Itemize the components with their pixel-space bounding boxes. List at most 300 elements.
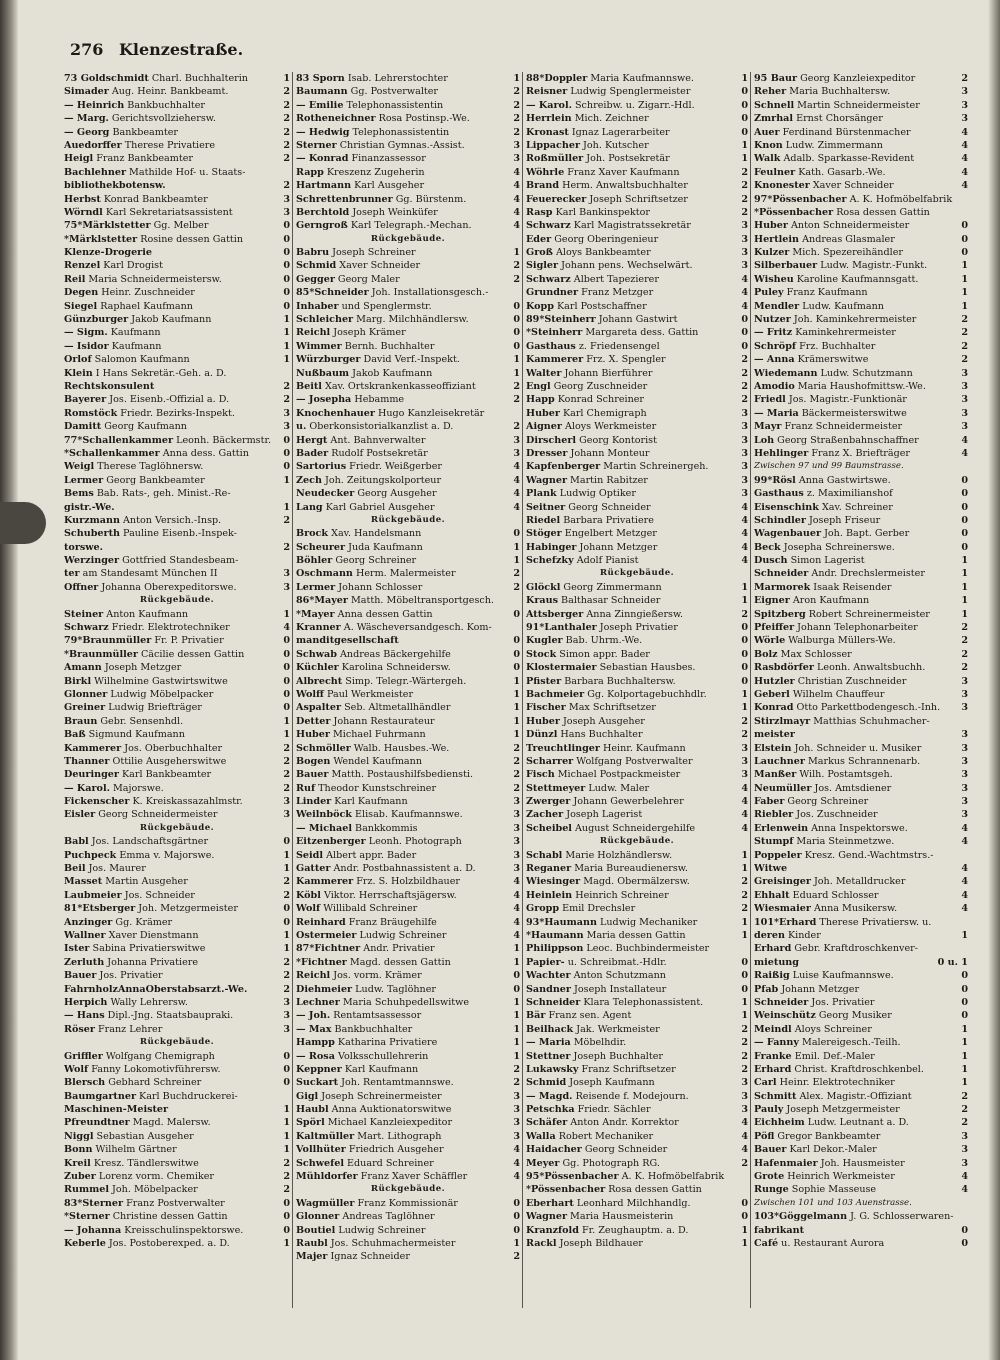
directory-entry (64, 1183, 290, 1196)
entry-text: Keberle Jos. Postoberexped. a. D. (64, 1237, 230, 1249)
directory-entry (296, 1170, 520, 1183)
directory-entry (526, 112, 748, 125)
directory-entry (64, 567, 290, 580)
floor-number: 2 (283, 99, 290, 111)
directory-entry (526, 85, 748, 98)
floor-number: 2 (961, 340, 968, 352)
entry-text: Rückgebäude. (599, 836, 675, 847)
floor-number: 0 (283, 260, 290, 272)
entry-text: Neumüller Jos. Amtsdiener (754, 782, 892, 794)
directory-entry (64, 166, 290, 179)
entry-text: 95 Baur Georg Kanzleiexpeditor (754, 73, 916, 84)
floor-number: 4 (741, 1144, 748, 1156)
directory-entry (754, 956, 968, 969)
entry-text: Wöhrle Franz Xaver Kaufmann (526, 166, 680, 178)
entry-text: Würzburger David Verf.-Inspekt. (296, 354, 460, 366)
directory-entry (64, 929, 290, 942)
entry-text: Ruf Theodor Kunstschreiner (296, 782, 437, 794)
directory-entry (64, 768, 290, 781)
directory-entry (64, 956, 290, 969)
floor-number: 0 (741, 983, 748, 995)
entry-text: 89*Steinherr Johann Gastwirt (526, 314, 678, 326)
entry-text: torswe. (64, 541, 103, 553)
entry-text: Bader Rudolf Postsekretär (296, 447, 428, 459)
column-3 (526, 72, 748, 1332)
directory-entry (64, 126, 290, 139)
floor-number: 2 (741, 715, 748, 727)
entry-text: Kranner A. Wäscheversandgesch. Kom- (296, 622, 492, 634)
entry-text: Mayr Franz Schneidermeister (754, 421, 903, 433)
floor-number: 0 (283, 675, 290, 687)
entry-text: FahrnholzAnnaOberstabsarzt.-We. (64, 983, 248, 995)
directory-entry (296, 808, 520, 821)
floor-number: 1 (741, 1224, 748, 1236)
entry-text: Beck Josepha Schreinerswe. (754, 541, 895, 553)
directory-entry (64, 849, 290, 862)
entry-text: *Sterner Christine dessen Gattin (64, 1211, 228, 1223)
entry-text: Schwarz Friedr. Elektrotechniker (64, 622, 230, 634)
floor-number: 3 (513, 1130, 520, 1142)
directory-entry (64, 152, 290, 165)
entry-text: Brock Xav. Handelsmann (296, 528, 422, 540)
entry-text: Hutzler Christian Zuschneider (754, 675, 907, 687)
entry-text: Rückgebäude. (139, 1037, 215, 1048)
directory-entry (526, 1090, 748, 1103)
floor-number: 2 (741, 354, 748, 366)
entry-text: ter am Standesamt München II (64, 568, 218, 580)
entry-text: Scheibel August Schneidergehilfe (526, 822, 696, 834)
directory-entry (754, 581, 968, 594)
entry-text: Fisch Michael Postpackmeister (526, 769, 681, 781)
floor-number: 2 (513, 260, 520, 272)
floor-number: 1 (961, 581, 968, 593)
entry-text: Pfeiffer Johann Telephonarbeiter (754, 622, 918, 634)
directory-entry (296, 1143, 520, 1156)
directory-entry (296, 259, 520, 272)
directory-entry (296, 527, 520, 540)
entry-text: Meyer Gg. Photograph RG. (526, 1157, 660, 1169)
entry-text: Degen Heinr. Zuschneider (64, 287, 195, 299)
directory-entry (296, 1224, 520, 1237)
directory-entry (754, 835, 968, 848)
directory-entry (296, 273, 520, 286)
entry-text: Reganer Maria Bureaudienersw. (526, 863, 688, 875)
entry-text: Nußbaum Jakob Kaufmann (296, 367, 433, 379)
directory-entry (64, 474, 290, 487)
directory-entry (526, 514, 748, 527)
directory-entry (64, 688, 290, 701)
floor-number: 3 (513, 434, 520, 446)
entry-text: Manßer Wilh. Postamtsgeh. (754, 769, 893, 781)
entry-text: Bauer Matth. Postaushilfsbediensti. (296, 769, 474, 781)
column-divider (750, 72, 751, 1308)
entry-text: Simader Aug. Heinr. Bankbeamt. (64, 86, 229, 98)
directory-entry (754, 969, 968, 982)
directory-entry (64, 675, 290, 688)
entry-text: Wörndl Karl Sekretariatsassistent (64, 206, 233, 218)
floor-number: 4 (961, 863, 968, 875)
entry-text: Auer Ferdinand Bürstenmacher (754, 126, 911, 138)
floor-number: 2 (741, 380, 748, 392)
directory-entry (296, 969, 520, 982)
entry-text: Eberhart Leonhard Milchhandlg. (526, 1197, 691, 1209)
floor-number: 1 (513, 956, 520, 968)
floor-number: 4 (961, 836, 968, 848)
directory-entry (296, 1023, 520, 1036)
floor-number: 3 (961, 742, 968, 754)
floor-number: 4 (741, 273, 748, 285)
directory-entry (296, 1130, 520, 1143)
entry-text: Reichl Joseph Krämer (296, 327, 406, 339)
floor-number: 3 (513, 796, 520, 808)
floor-number: 2 (513, 86, 520, 98)
directory-entry (754, 808, 968, 821)
directory-entry (296, 434, 520, 447)
floor-number: 0 (513, 528, 520, 540)
directory-entry (754, 688, 968, 701)
floor-number: 1 (741, 930, 748, 941)
floor-number: 0 (741, 662, 748, 674)
directory-entry (754, 85, 968, 98)
directory-entry (526, 99, 748, 112)
entry-text: Reichl Jos. vorm. Krämer (296, 970, 422, 982)
directory-entry (296, 1063, 520, 1076)
floor-number: 4 (741, 555, 748, 567)
entry-text: Maschinen-Meister (64, 1104, 169, 1116)
entry-text: 73 Goldschmidt Charl. Buchhalterin (64, 73, 248, 84)
directory-entry (296, 621, 520, 634)
directory-entry (296, 487, 520, 500)
floor-number: 4 (741, 809, 748, 821)
entry-text: Linder Karl Kaufmann (296, 796, 408, 808)
entry-text: Spörl Michael Kanzleiexpeditor (296, 1117, 453, 1129)
floor-number: 0 (961, 220, 968, 232)
entry-text: Erhard Gebr. Kraftdroschkenver- (754, 943, 918, 955)
directory-entry (526, 420, 748, 433)
cross-street-note (754, 460, 968, 473)
entry-text: Böhler Georg Schreiner (296, 555, 417, 567)
entry-text: — Karol. Schreibw. u. Zigarr.-Hdl. (526, 99, 695, 111)
directory-entry (64, 85, 290, 98)
floor-number: 3 (283, 407, 290, 419)
entry-text: Kaltmüller Mart. Lithograph (296, 1130, 442, 1142)
entry-text: Stöger Engelbert Metzger (526, 528, 657, 540)
entry-text: 83 Sporn Isab. Lehrerstochter (296, 73, 448, 84)
floor-number: 0 (283, 1197, 290, 1209)
directory-entry (754, 1036, 968, 1049)
floor-number: 0 (513, 1197, 520, 1209)
floor-number: 1 (283, 327, 290, 339)
entry-text: Dresser Johann Monteur (526, 447, 650, 459)
floor-number: 3 (741, 447, 748, 459)
directory-entry (526, 728, 748, 741)
book-spine (0, 0, 18, 1360)
floor-number: 3 (741, 1090, 748, 1102)
entry-text: *Braunmüller Cäcilie dessen Gattin (64, 648, 245, 660)
floor-number: 0 (961, 488, 968, 500)
floor-number: 3 (513, 822, 520, 834)
entry-text: Greisinger Joh. Metalldrucker (754, 876, 906, 888)
directory-entry (526, 340, 748, 353)
directory-entry (754, 407, 968, 420)
entry-text: Gasthaus z. Friedensengel (526, 340, 660, 352)
directory-entry (754, 1063, 968, 1076)
entry-text: Ostermeier Ludwig Schreiner (296, 930, 447, 941)
floor-number: 3 (741, 769, 748, 781)
directory-entry (754, 942, 968, 955)
floor-number: 2 (741, 1063, 748, 1075)
directory-entry (64, 460, 290, 473)
directory-entry (296, 929, 520, 942)
directory-entry (754, 608, 968, 621)
floor-number: 2 (283, 380, 290, 392)
entry-text: — Marg. Gerichtsvollziehersw. (64, 113, 216, 125)
directory-entry (64, 661, 290, 674)
directory-entry (296, 286, 520, 299)
floor-number: 1 (283, 501, 290, 513)
directory-entry (64, 1170, 290, 1183)
entry-text: Wimmer Bernh. Buchhalter (296, 340, 435, 352)
floor-number: 2 (741, 206, 748, 218)
floor-number: 0 (961, 474, 968, 486)
floor-number: 1 (961, 260, 968, 272)
entry-text: 83*Sterner Franz Postverwalter (64, 1197, 225, 1209)
floor-number: 1 (961, 930, 968, 941)
entry-text: Küchler Karolina Schneidersw. (296, 662, 451, 674)
entry-text: Schmitt Alex. Magistr.-Offiziant (754, 1090, 912, 1102)
directory-entry (64, 634, 290, 647)
entry-text: Röser Franz Lehrer (64, 1023, 163, 1035)
directory-entry (526, 313, 748, 326)
floor-number: 0 (741, 340, 748, 352)
entry-text: Braun Gebr. Sensenhdl. (64, 715, 184, 727)
directory-entry (754, 1103, 968, 1116)
directory-entry (754, 1143, 968, 1156)
floor-number: 0 (741, 635, 748, 647)
entry-text: Klein I Hans Sekretär.-Geh. a. D. (64, 367, 227, 379)
directory-entry (296, 634, 520, 647)
entry-text: Carl Heinr. Elektrotechniker (754, 1077, 895, 1089)
floor-number: 1 (961, 287, 968, 299)
entry-text: Stettmeyer Ludw. Maler (526, 782, 650, 794)
entry-text: Schnell Martin Schneidermeister (754, 99, 920, 111)
floor-number: 3 (961, 407, 968, 419)
entry-text: Bachlehner Mathilde Hof- u. Staats- (64, 166, 246, 178)
entry-text: Rotheneichner Rosa Postinsp.-We. (296, 113, 470, 125)
directory-entry (526, 929, 748, 942)
floor-number: 3 (283, 581, 290, 593)
directory-entry (64, 434, 290, 447)
directory-entry (754, 300, 968, 313)
floor-number: 1 (283, 1237, 290, 1249)
directory-entry (296, 581, 520, 594)
directory-entry (64, 1130, 290, 1143)
directory-entry (296, 1009, 520, 1022)
floor-number: 2 (741, 166, 748, 178)
entry-text: Aigner Aloys Werkmeister (526, 421, 657, 433)
floor-number: 0 (283, 635, 290, 647)
directory-entry (296, 942, 520, 955)
directory-entry (526, 407, 748, 420)
floor-number: 1 (513, 354, 520, 366)
directory-entry (754, 447, 968, 460)
entry-text: Fickenscher K. Kreiskassazahlmstr. (64, 796, 243, 808)
directory-entry (296, 889, 520, 902)
entry-text: Scharrer Wolfgang Postverwalter (526, 755, 693, 767)
directory-entry (64, 581, 290, 594)
directory-entry (296, 353, 520, 366)
floor-number: 0 (283, 1063, 290, 1075)
entry-text: Lermer Johann Schlosser (296, 581, 423, 593)
directory-entry (64, 996, 290, 1009)
entry-text: — Max Bankbuchhalter (296, 1023, 413, 1035)
floor-number: 1 (513, 702, 520, 714)
directory-entry (64, 326, 290, 339)
directory-entry (754, 206, 968, 219)
floor-number: 3 (741, 260, 748, 272)
directory-entry (526, 661, 748, 674)
section-heading (526, 567, 748, 580)
entry-text: 99*Rösl Anna Gastwirtswe. (754, 474, 891, 486)
floor-number: 3 (283, 206, 290, 218)
entry-text: Heinlein Heinrich Schreiner (526, 889, 669, 901)
directory-entry (64, 554, 290, 567)
directory-entry (64, 313, 290, 326)
entry-text: Werzinger Gottfried Standesbeam- (64, 555, 239, 567)
directory-entry (754, 166, 968, 179)
floor-number: 2 (741, 903, 748, 915)
entry-text: — Hans Dipl.-Jng. Staatsbaupraki. (64, 1010, 234, 1022)
entry-text: Detter Johann Restaurateur (296, 715, 435, 727)
floor-number: 0 (741, 126, 748, 138)
directory-entry (64, 139, 290, 152)
floor-number: 2 (961, 354, 968, 366)
directory-entry (296, 340, 520, 353)
directory-entry (64, 1023, 290, 1036)
directory-entry (526, 206, 748, 219)
directory-entry (754, 219, 968, 232)
floor-number: 1 (283, 1144, 290, 1156)
floor-number: 2 (283, 153, 290, 165)
entry-text: Puchpeck Emma v. Majorswe. (64, 849, 215, 861)
entry-text: Schleicher Marg. Milchhändlersw. (296, 314, 469, 326)
floor-number: 2 (961, 635, 968, 647)
directory-entry (526, 1170, 748, 1183)
directory-entry (526, 862, 748, 875)
entry-text: Eisler Georg Schneidermeister (64, 809, 218, 821)
entry-text: Damitt Georg Kaufmann (64, 421, 187, 433)
floor-number: 3 (961, 729, 968, 741)
directory-entry (64, 701, 290, 714)
directory-entry (754, 126, 968, 139)
floor-number: 4 (513, 1144, 520, 1156)
entry-text: Gatter Andr. Postbahnassistent a. D. (296, 863, 476, 875)
directory-entry (526, 1197, 748, 1210)
floor-number: 3 (961, 1130, 968, 1142)
floor-number: 2 (741, 1037, 748, 1049)
directory-entry (64, 795, 290, 808)
floor-number: 2 (961, 662, 968, 674)
entry-text: Dünzl Hans Buchhalter (526, 729, 643, 741)
floor-number: 0 (513, 608, 520, 620)
directory-entry (526, 768, 748, 781)
entry-text: Zech Joh. Zeitungskolporteur (296, 474, 442, 486)
directory-entry (64, 608, 290, 621)
directory-entry (754, 822, 968, 835)
floor-number: 1 (283, 930, 290, 941)
entry-text: Brand Herm. Anwaltsbuchhalter (526, 180, 688, 192)
directory-entry (296, 1210, 520, 1223)
floor-number: 3 (513, 153, 520, 165)
floor-number: 3 (513, 1117, 520, 1129)
floor-number: 2 (283, 139, 290, 151)
entry-text: Zwischen 101 und 103 Auenstrasse. (754, 1197, 912, 1208)
directory-entry (526, 1130, 748, 1143)
directory-entry (754, 701, 968, 714)
directory-entry (754, 286, 968, 299)
directory-entry (526, 193, 748, 206)
directory-entry (526, 1143, 748, 1156)
floor-number: 2 (513, 421, 520, 433)
entry-text: Pauly Joseph Metzgermeister (754, 1104, 900, 1116)
directory-entry (64, 72, 290, 85)
floor-number: 1 (283, 943, 290, 955)
entry-text: Bolz Max Schlosser (754, 648, 852, 660)
floor-number: 4 (961, 447, 968, 459)
entry-text: Glonner Andreas Taglöhner (296, 1211, 435, 1223)
floor-number: 1 (283, 1130, 290, 1142)
directory-entry (526, 380, 748, 393)
floor-number: 0 (513, 648, 520, 660)
floor-number: 2 (741, 1157, 748, 1169)
entry-text: Schefzky Adolf Pianist (526, 555, 639, 567)
entry-text: — Michael Bankkommis (296, 822, 418, 834)
floor-number: 4 (513, 889, 520, 901)
floor-number: 4 (741, 782, 748, 794)
floor-number: 1 (741, 849, 748, 861)
floor-number: 0 (283, 1224, 290, 1236)
entry-text: — Fritz Kaminkehrermeister (754, 327, 896, 339)
entry-text: Haubl Anna Auktionatorswitwe (296, 1104, 452, 1116)
directory-entry (754, 501, 968, 514)
directory-entry (526, 942, 748, 955)
floor-number: 0 (741, 113, 748, 125)
floor-number: 1 (961, 568, 968, 580)
directory-entry (526, 688, 748, 701)
directory-entry (754, 487, 968, 500)
directory-entry (526, 554, 748, 567)
entry-text: Reher Maria Buchhaltersw. (754, 86, 891, 98)
entry-text: — Josepha Hebamme (296, 394, 405, 406)
entry-text: Schwefel Eduard Schreiner (296, 1157, 434, 1169)
floor-number: 3 (961, 394, 968, 406)
entry-text: 79*Braunmüller Fr. P. Privatier (64, 635, 224, 647)
directory-entry (526, 1050, 748, 1063)
directory-entry (64, 259, 290, 272)
entry-text: Kreil Kresz. Tändlerswitwe (64, 1157, 199, 1169)
floor-number: 4 (961, 139, 968, 151)
directory-entry (526, 621, 748, 634)
floor-number: 4 (961, 434, 968, 446)
entry-text: Laubmeier Jos. Schneider (64, 889, 195, 901)
entry-text: Treuchtlinger Heinr. Kaufmann (526, 742, 686, 754)
entry-text: Kammerer Frz. X. Spengler (526, 354, 666, 366)
directory-entry (64, 367, 290, 380)
entry-text: Klenze-Drogerie (64, 247, 152, 259)
floor-number: 1 (513, 1023, 520, 1035)
entry-text: bibliothekbotensw. (64, 180, 166, 192)
entry-text: mietung (754, 956, 799, 968)
